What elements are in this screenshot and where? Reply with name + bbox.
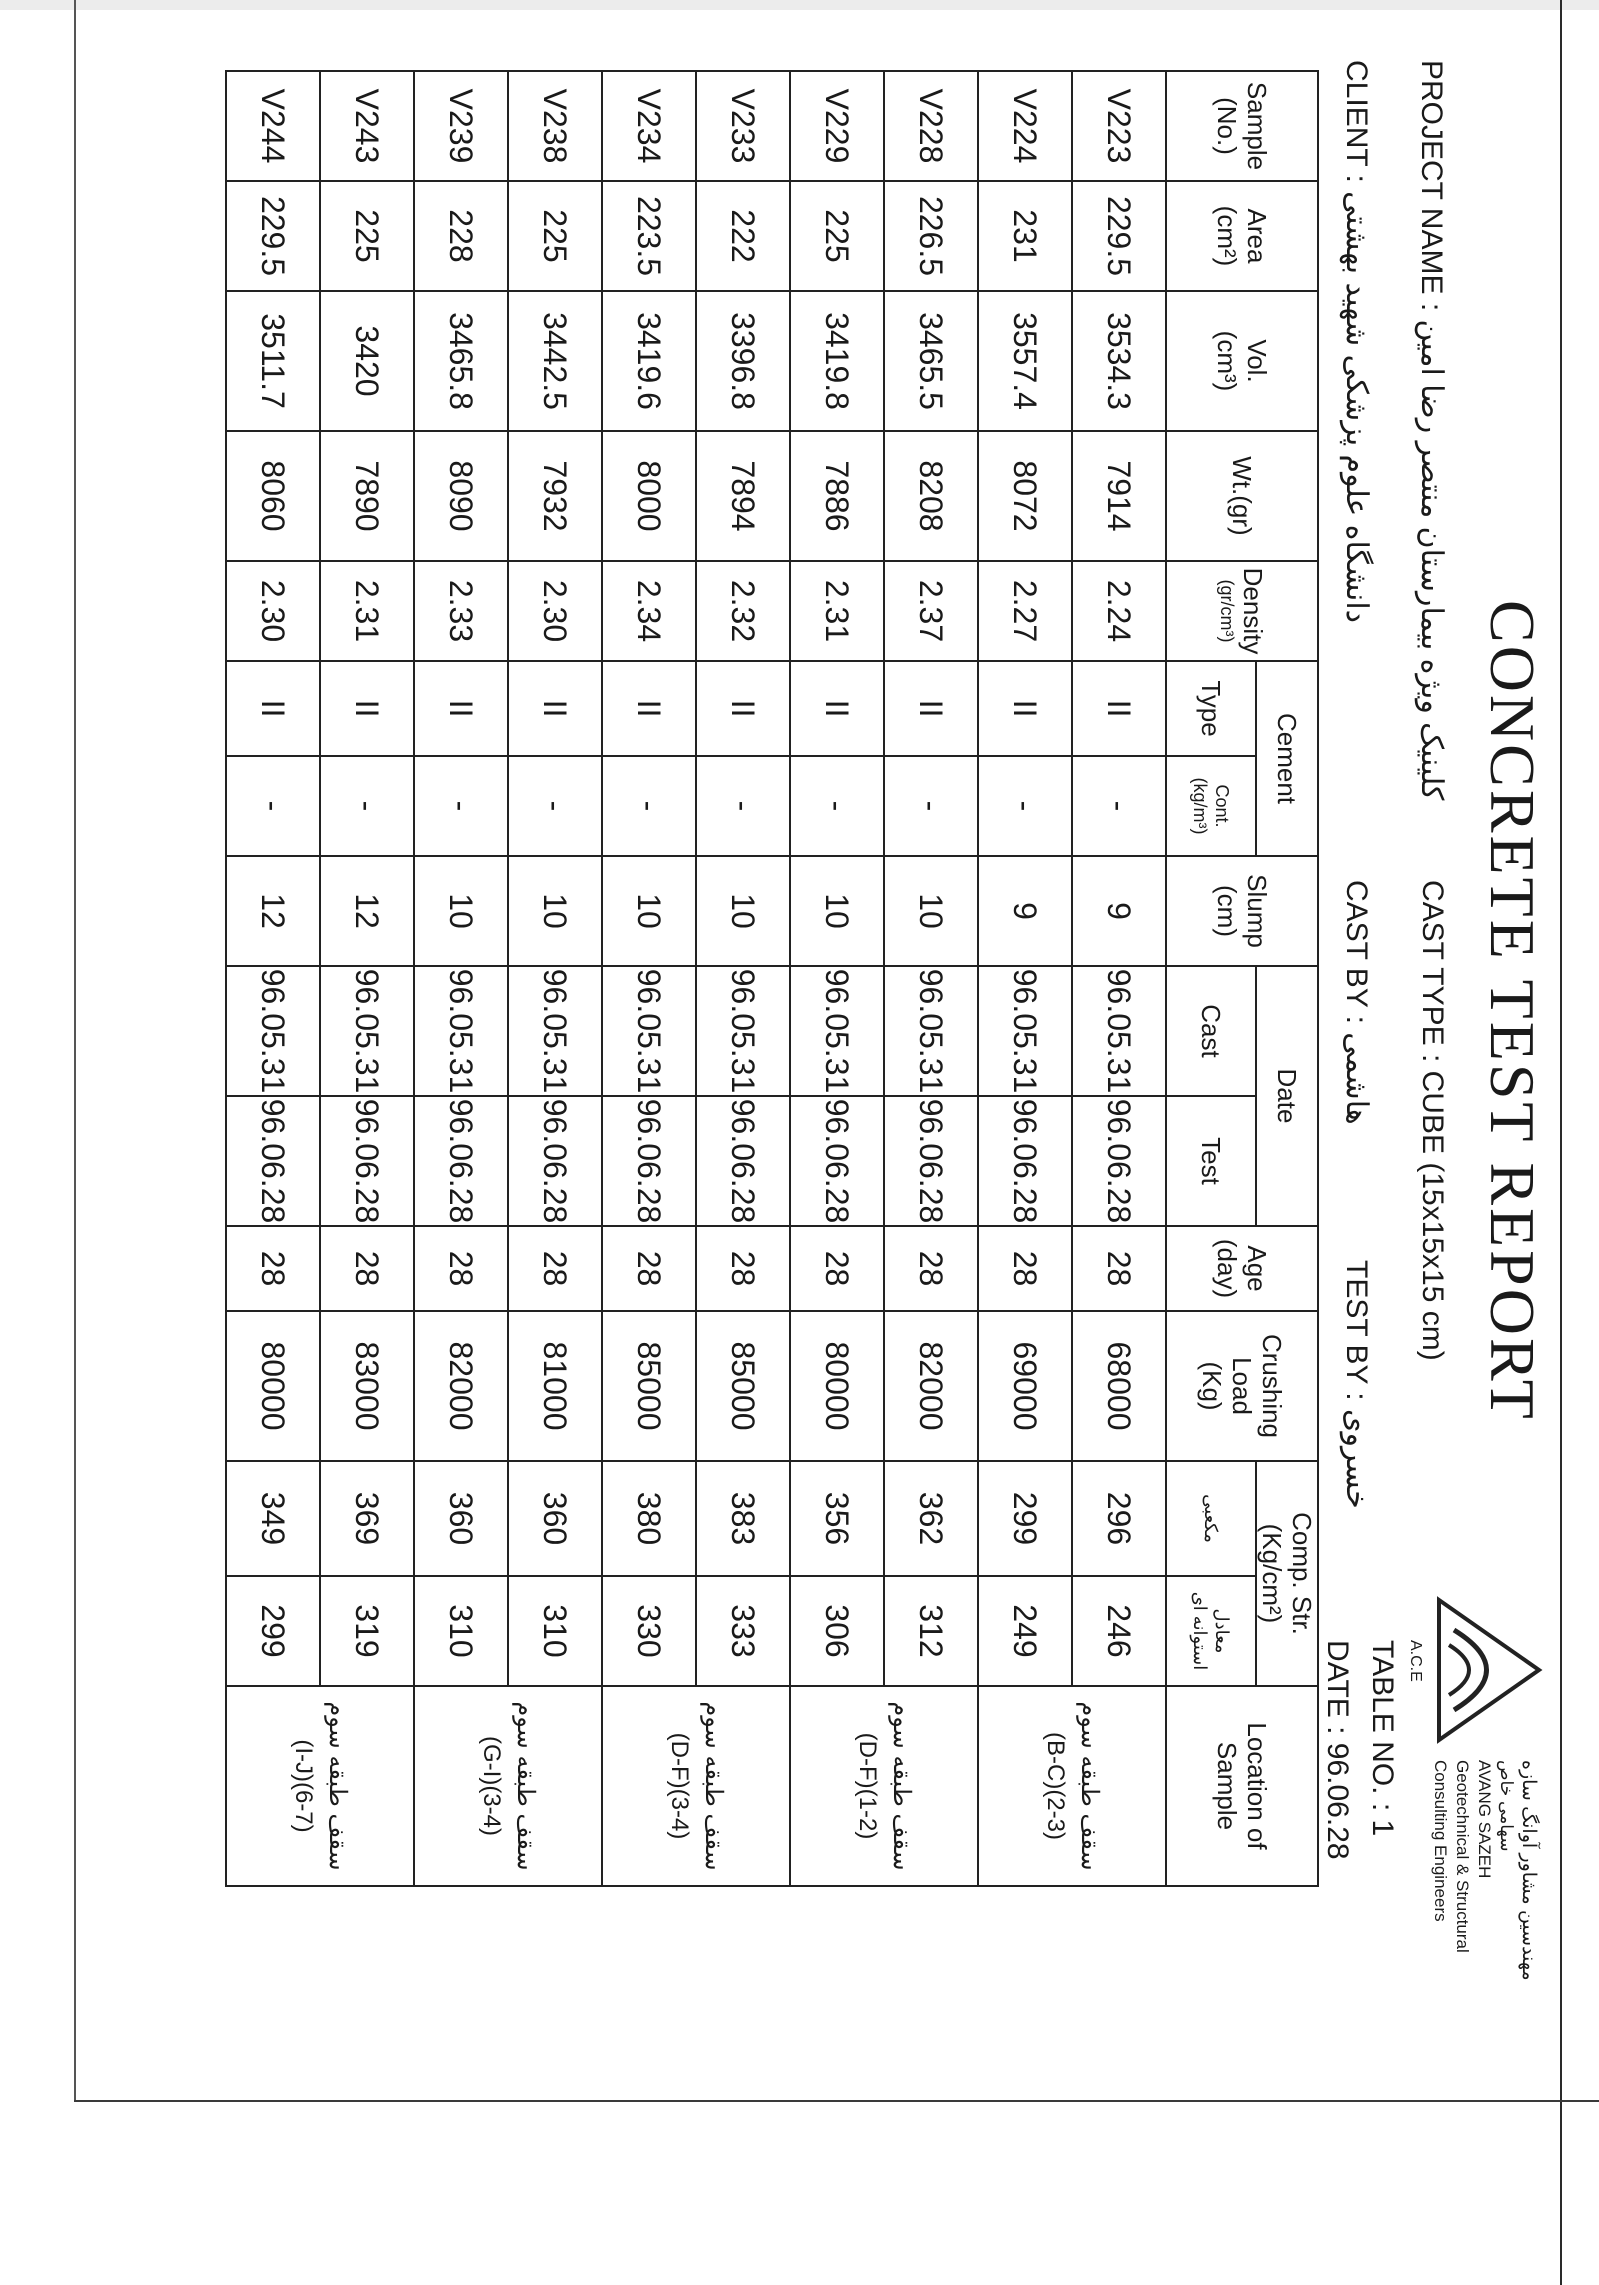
header-date-test: Test: [1166, 1096, 1256, 1226]
cell-area: 222: [696, 181, 790, 291]
location-cell: [602, 1686, 790, 1886]
cell-cast: 96.05.31: [884, 966, 978, 1096]
firm-block: [1429, 1760, 1539, 1981]
cell-density: 2.31: [790, 561, 884, 661]
header-vol: Vol. (cm³): [1166, 291, 1318, 431]
cell-type: II: [884, 661, 978, 756]
cell-test: 96.06.28: [696, 1096, 790, 1226]
cell-area: 229.5: [1072, 181, 1166, 291]
cell-sample: V244: [226, 71, 320, 181]
location-grid: (B-C)(2-3): [1042, 1732, 1069, 1840]
cast-type-value: CUBE (15x15x15 cm): [1416, 1070, 1449, 1361]
cell-cyl: 319: [320, 1576, 414, 1686]
cell-type: II: [414, 661, 508, 756]
cell-area: 225: [508, 181, 602, 291]
cell-cast: 96.05.31: [320, 966, 414, 1096]
cell-age: 28: [790, 1226, 884, 1311]
cell-wt: 8208: [884, 431, 978, 561]
cell-wt: 7914: [1072, 431, 1166, 561]
header-cement-cont: Cont. (kg/m³): [1166, 756, 1256, 856]
cell-vol: 3534.3: [1072, 291, 1166, 431]
location-floor: سقف طبقه سوم: [324, 1701, 351, 1871]
cell-test: 96.06.28: [1072, 1096, 1166, 1226]
cell-density: 2.32: [696, 561, 790, 661]
location-grid: (I-J)(6-7): [290, 1739, 317, 1833]
cell-age: 28: [320, 1226, 414, 1311]
cell-cube: 369: [320, 1461, 414, 1576]
header-age: Age (day): [1166, 1226, 1318, 1311]
location-floor: سقف طبقه سوم: [888, 1701, 915, 1871]
header-comp-cylinder: معادل استوانه ای: [1166, 1576, 1256, 1686]
cell-test: 96.06.28: [508, 1096, 602, 1226]
header-comp-cube: مکعبی: [1166, 1461, 1256, 1576]
cell-wt: 8072: [978, 431, 1072, 561]
header-area: Area (cm²): [1166, 181, 1318, 291]
location-floor: سقف طبقه سوم: [1076, 1701, 1103, 1871]
client-label: CLIENT :: [1340, 60, 1373, 183]
location-grid: (D-F)(1-2): [854, 1732, 881, 1840]
table-row: [414, 71, 508, 1886]
header-density: Density (gr/cm³): [1166, 561, 1318, 661]
cell-cyl: 306: [790, 1576, 884, 1686]
client-value: دانشگاه علوم پزشکی شهید بهشتی: [1340, 191, 1373, 624]
location-floor: سقف طبقه سوم: [512, 1701, 539, 1871]
table-number: [1365, 1640, 1399, 1836]
cell-slump: 9: [978, 856, 1072, 966]
cell-cyl: 299: [226, 1576, 320, 1686]
firm-line-1: AVANG SAZEH: [1475, 1760, 1494, 1879]
report-title: CONCRETE TEST REPORT: [1477, 600, 1548, 1422]
cell-vol: 3511.7: [226, 291, 320, 431]
cell-age: 28: [602, 1226, 696, 1311]
cell-load: 80000: [790, 1311, 884, 1461]
cell-cube: 360: [414, 1461, 508, 1576]
cell-age: 28: [884, 1226, 978, 1311]
cell-cyl: 312: [884, 1576, 978, 1686]
header-crushing-load: Crushing Load (Kg): [1166, 1311, 1318, 1461]
cell-cont: -: [320, 756, 414, 856]
cell-sample: V229: [790, 71, 884, 181]
cell-type: II: [226, 661, 320, 756]
cell-wt: 7886: [790, 431, 884, 561]
cell-cube: 296: [1072, 1461, 1166, 1576]
cell-area: 231: [978, 181, 1072, 291]
header-date-cast: Cast: [1166, 966, 1256, 1096]
table-row: [508, 71, 602, 1886]
cell-load: 82000: [884, 1311, 978, 1461]
cell-cont: -: [978, 756, 1072, 856]
cell-cont: -: [884, 756, 978, 856]
table-row: [790, 71, 884, 1886]
firm-line-3: Consulting Engineers: [1431, 1760, 1450, 1922]
cell-sample: V223: [1072, 71, 1166, 181]
cell-sample: V224: [978, 71, 1072, 181]
cell-type: II: [696, 661, 790, 756]
project-name: [1414, 60, 1449, 800]
cell-test: 96.06.28: [790, 1096, 884, 1226]
cell-cont: -: [602, 756, 696, 856]
project-value: کلینیک ویژه بیمارستان منتصر رضا امین: [1415, 319, 1448, 801]
cell-slump: 10: [508, 856, 602, 966]
concrete-test-table: [225, 70, 1319, 1887]
cell-sample: V233: [696, 71, 790, 181]
cell-vol: 3419.6: [602, 291, 696, 431]
cell-load: 81000: [508, 1311, 602, 1461]
table-row: [320, 71, 414, 1886]
header-slump: Slump (cm): [1166, 856, 1318, 966]
cell-slump: 10: [696, 856, 790, 966]
cell-density: 2.33: [414, 561, 508, 661]
cell-wt: 8000: [602, 431, 696, 561]
cell-sample: V234: [602, 71, 696, 181]
cell-cont: -: [1072, 756, 1166, 856]
cell-age: 28: [226, 1226, 320, 1311]
cast-by: [1339, 880, 1374, 1125]
header-sample: Sample (No.): [1166, 71, 1318, 181]
firm-line-2: Geotechnical & Structural: [1453, 1760, 1472, 1953]
cell-load: 85000: [602, 1311, 696, 1461]
cell-test: 96.06.28: [414, 1096, 508, 1226]
cell-sample: V243: [320, 71, 414, 181]
cell-test: 96.06.28: [320, 1096, 414, 1226]
header-cement: Cement: [1256, 661, 1318, 856]
cell-density: 2.34: [602, 561, 696, 661]
cell-density: 2.30: [226, 561, 320, 661]
cell-slump: 10: [414, 856, 508, 966]
cell-cube: 349: [226, 1461, 320, 1576]
cell-load: 68000: [1072, 1311, 1166, 1461]
cell-cast: 96.05.31: [790, 966, 884, 1096]
cell-vol: 3442.5: [508, 291, 602, 431]
cell-density: 2.37: [884, 561, 978, 661]
cell-cube: 383: [696, 1461, 790, 1576]
header-cement-type: Type: [1166, 661, 1256, 756]
cell-wt: 7932: [508, 431, 602, 561]
cell-age: 28: [696, 1226, 790, 1311]
test-by-value: خسروی: [1340, 1408, 1373, 1509]
table-row: [696, 71, 790, 1886]
cell-sample: V228: [884, 71, 978, 181]
cell-vol: 3396.8: [696, 291, 790, 431]
cell-test: 96.06.28: [226, 1096, 320, 1226]
cell-type: II: [508, 661, 602, 756]
cell-cont: -: [414, 756, 508, 856]
date-value: 96.06.28: [1321, 1742, 1354, 1860]
cell-cyl: 310: [414, 1576, 508, 1686]
cell-type: II: [1072, 661, 1166, 756]
cell-sample: V239: [414, 71, 508, 181]
cell-cont: -: [226, 756, 320, 856]
cell-load: 83000: [320, 1311, 414, 1461]
firm-abbr: A.C.E: [1407, 1640, 1424, 1682]
cell-age: 28: [978, 1226, 1072, 1311]
cell-vol: 3465.5: [884, 291, 978, 431]
firm-logo-icon: [1429, 1590, 1549, 1750]
cell-load: 69000: [978, 1311, 1072, 1461]
cell-cast: 96.05.31: [978, 966, 1072, 1096]
cell-area: 226.5: [884, 181, 978, 291]
cell-cast: 96.05.31: [1072, 966, 1166, 1096]
cell-cast: 96.05.31: [602, 966, 696, 1096]
cell-area: 228: [414, 181, 508, 291]
table-row: [602, 71, 696, 1886]
header-comp-str: Comp. Str. (Kg/cm²): [1256, 1461, 1318, 1686]
cell-slump: 10: [602, 856, 696, 966]
cell-slump: 9: [1072, 856, 1166, 966]
header-location: Location of Sample: [1166, 1686, 1318, 1886]
cell-cast: 96.05.31: [226, 966, 320, 1096]
cell-cont: -: [790, 756, 884, 856]
cell-cube: 380: [602, 1461, 696, 1576]
cell-vol: 3420: [320, 291, 414, 431]
cell-cyl: 310: [508, 1576, 602, 1686]
cast-by-label: CAST BY :: [1340, 880, 1373, 1024]
cell-slump: 12: [320, 856, 414, 966]
cell-wt: 7894: [696, 431, 790, 561]
location-cell: [414, 1686, 602, 1886]
cell-density: 2.31: [320, 561, 414, 661]
test-by-label: TEST BY :: [1340, 1260, 1373, 1401]
cell-cast: 96.05.31: [696, 966, 790, 1096]
cell-age: 28: [1072, 1226, 1166, 1311]
cell-cube: 362: [884, 1461, 978, 1576]
table-row: [226, 71, 320, 1886]
cell-cube: 299: [978, 1461, 1072, 1576]
date-label: DATE :: [1321, 1640, 1354, 1735]
cell-slump: 12: [226, 856, 320, 966]
cell-test: 96.06.28: [884, 1096, 978, 1226]
cell-cast: 96.05.31: [508, 966, 602, 1096]
cell-slump: 10: [790, 856, 884, 966]
cell-type: II: [320, 661, 414, 756]
cast-type-label: CAST TYPE :: [1416, 880, 1449, 1063]
report-date: [1320, 1640, 1354, 1860]
cell-vol: 3557.4: [978, 291, 1072, 431]
cell-cyl: 330: [602, 1576, 696, 1686]
firm-sub-fa: سهامی خاص: [1497, 1760, 1516, 1852]
project-label: PROJECT NAME :: [1415, 60, 1448, 312]
cell-type: II: [790, 661, 884, 756]
cell-cube: 356: [790, 1461, 884, 1576]
location-floor: سقف طبقه سوم: [700, 1701, 727, 1871]
cell-area: 225: [790, 181, 884, 291]
table-body: [226, 71, 1166, 1886]
test-by: [1339, 1260, 1374, 1509]
cell-cyl: 333: [696, 1576, 790, 1686]
cell-cont: -: [696, 756, 790, 856]
table-row: [1072, 71, 1166, 1886]
cell-cont: -: [508, 756, 602, 856]
cell-sample: V238: [508, 71, 602, 181]
cast-by-value: هاشمی: [1340, 1032, 1373, 1125]
cell-load: 82000: [414, 1311, 508, 1461]
cell-load: 85000: [696, 1311, 790, 1461]
page-border-bottom: [74, 2100, 1599, 2102]
header-wt: Wt.(gr): [1166, 431, 1318, 561]
header-date: Date: [1256, 966, 1318, 1226]
firm-name-fa: مهندسین مشاور آوانگ سازه: [1518, 1760, 1539, 1981]
cell-area: 223.5: [602, 181, 696, 291]
table-no-value: 1: [1366, 1819, 1399, 1837]
cell-wt: 8090: [414, 431, 508, 561]
cell-type: II: [602, 661, 696, 756]
location-cell: [978, 1686, 1166, 1886]
cell-test: 96.06.28: [602, 1096, 696, 1226]
location-cell: [226, 1686, 414, 1886]
location-grid: (D-F)(3-4): [666, 1732, 693, 1840]
cell-slump: 10: [884, 856, 978, 966]
cell-vol: 3419.8: [790, 291, 884, 431]
cell-type: II: [978, 661, 1072, 756]
cell-area: 225: [320, 181, 414, 291]
cell-cube: 360: [508, 1461, 602, 1576]
cell-age: 28: [508, 1226, 602, 1311]
cell-vol: 3465.8: [414, 291, 508, 431]
cell-density: 2.30: [508, 561, 602, 661]
cast-type: [1415, 880, 1449, 1361]
table-row: [884, 71, 978, 1886]
location-grid: (G-I)(3-4): [478, 1736, 505, 1836]
cell-area: 229.5: [226, 181, 320, 291]
cell-age: 28: [414, 1226, 508, 1311]
cell-density: 2.27: [978, 561, 1072, 661]
cell-test: 96.06.28: [978, 1096, 1072, 1226]
table-no-label: TABLE NO. :: [1366, 1640, 1399, 1812]
cell-load: 80000: [226, 1311, 320, 1461]
client: [1339, 60, 1374, 623]
cell-cast: 96.05.31: [414, 966, 508, 1096]
table-row: [978, 71, 1072, 1886]
cell-wt: 7890: [320, 431, 414, 561]
cell-cyl: 249: [978, 1576, 1072, 1686]
cell-density: 2.24: [1072, 561, 1166, 661]
cell-wt: 8060: [226, 431, 320, 561]
location-cell: [790, 1686, 978, 1886]
cell-cyl: 246: [1072, 1576, 1166, 1686]
